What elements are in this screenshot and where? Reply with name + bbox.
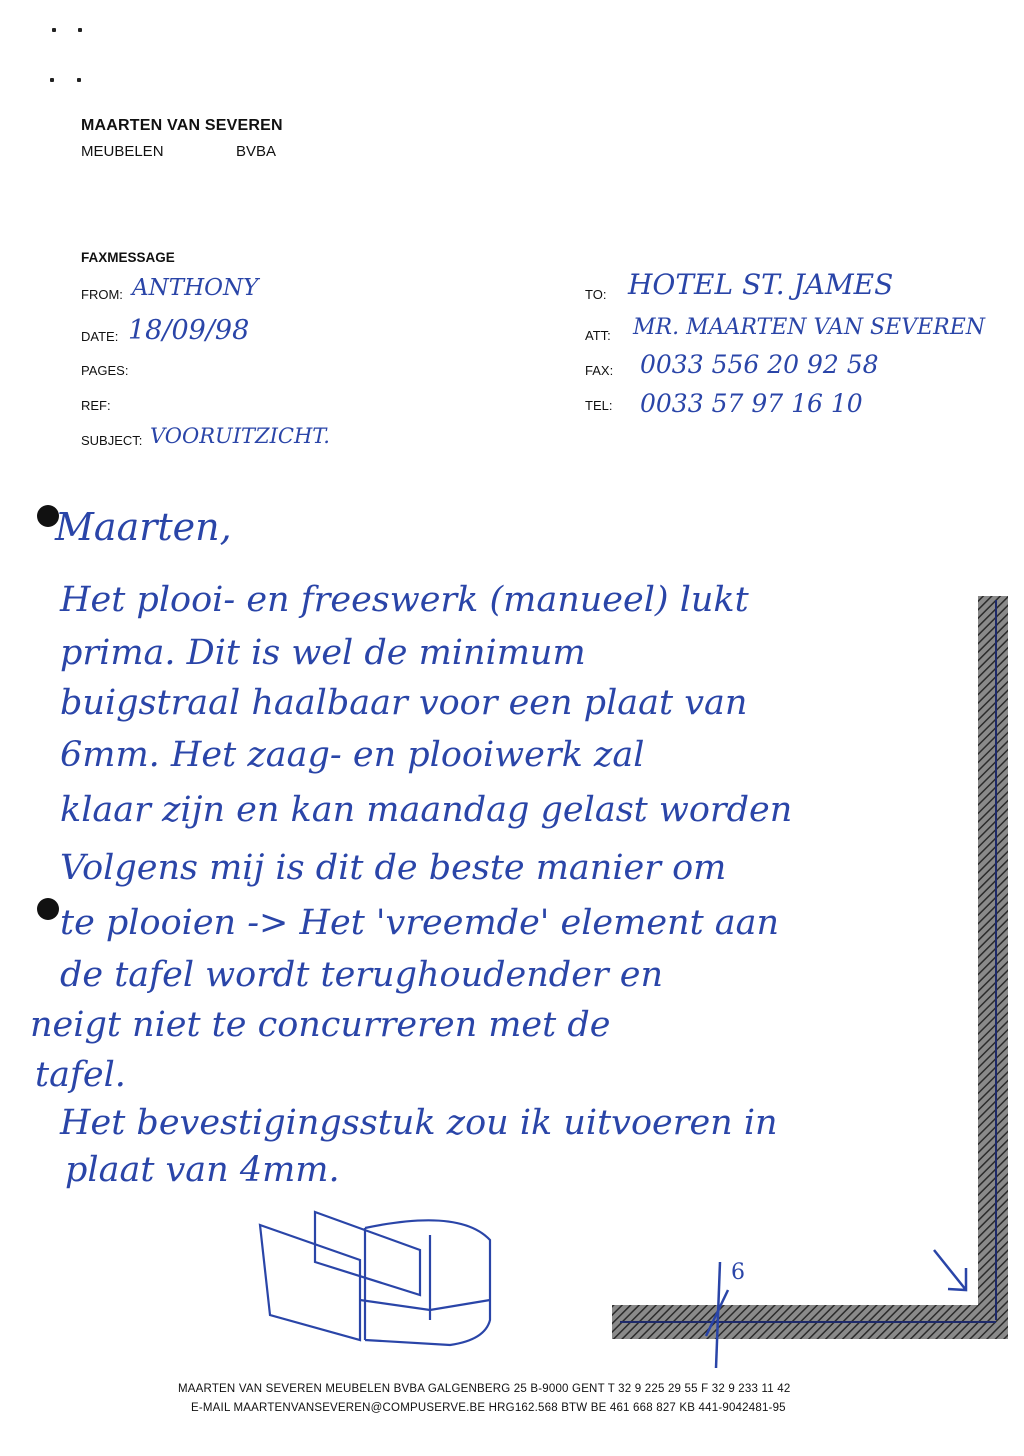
tel-label: TEL: xyxy=(585,398,613,413)
tel-value: 0033 57 97 16 10 xyxy=(640,389,863,418)
letter-line-9: neigt niet te concurreren met de xyxy=(30,1005,611,1045)
ref-label: REF: xyxy=(81,398,111,413)
subject-value: VOORUITZICHT. xyxy=(150,424,330,448)
letter-line-6: Volgens mij is dit de beste manier om xyxy=(60,848,727,888)
letter-line-7: te plooien -> Het 'vreemde' element aan xyxy=(60,903,780,943)
pencil-shade-vertical xyxy=(978,596,1008,1324)
att-value: MR. MAARTEN VAN SEVEREN xyxy=(633,315,986,340)
letter-line-10: tafel. xyxy=(35,1055,126,1095)
letter-greeting: Maarten, xyxy=(55,505,232,549)
sketch-back-panel xyxy=(315,1212,420,1295)
letter-line-4: 6mm. Het zaag- en plooiwerk zal xyxy=(60,735,645,775)
sketch-base xyxy=(360,1300,490,1310)
from-value: ANTHONY xyxy=(132,275,259,301)
subject-label: SUBJECT: xyxy=(81,433,143,448)
arrow-icon xyxy=(934,1250,966,1290)
letter-line-1: Het plooi- en freeswerk (manueel) lukt xyxy=(60,580,749,620)
sketch-front-panel xyxy=(260,1225,360,1340)
sketch-label: 6 xyxy=(731,1260,745,1285)
letter-line-3: buigstraal haalbaar voor een plaat van xyxy=(60,683,748,723)
fax-title: FAXMESSAGE xyxy=(81,250,175,265)
date-label: DATE: xyxy=(81,329,119,344)
company-sub-left: MEUBELEN xyxy=(81,143,164,160)
pages-label: PAGES: xyxy=(81,363,129,378)
to-value: HOTEL ST. JAMES xyxy=(628,268,894,301)
letter-line-2: prima. Dit is wel de minimum xyxy=(60,633,586,673)
bracket-sketch xyxy=(250,1200,510,1350)
letter-line-8: de tafel wordt terughoudender en xyxy=(60,955,664,995)
footer-line-1: MAARTEN VAN SEVEREN MEUBELEN BVBA GALGENBERG 25 B-9000 GENT T 32 9 225 29 55 F 32 9 233 11 42 xyxy=(178,1383,791,1395)
to-label: TO: xyxy=(585,287,607,302)
company-sub-right: BVBA xyxy=(236,143,277,160)
fax-label: FAX: xyxy=(585,363,614,378)
footer-line-2: E-MAIL MAARTENVANSEVEREN@COMPUSERVE.BE HRG162.568 BTW BE 461 668 827 KB 441-9042481-95 xyxy=(191,1402,786,1414)
letter-line-11: Het bevestigingsstuk zou ik uitvoeren in xyxy=(60,1103,778,1143)
att-label: ATT: xyxy=(585,328,611,343)
from-label: FROM: xyxy=(81,287,123,302)
fax-number-value: 0033 556 20 92 58 xyxy=(640,350,879,379)
letter-line-5: klaar zijn en kan maandag gelast worden xyxy=(60,790,793,830)
company-name: MAARTEN VAN SEVEREN xyxy=(81,117,283,134)
date-value: 18/09/98 xyxy=(128,315,250,346)
letter-line-12: plaat van 4mm. xyxy=(65,1150,340,1190)
